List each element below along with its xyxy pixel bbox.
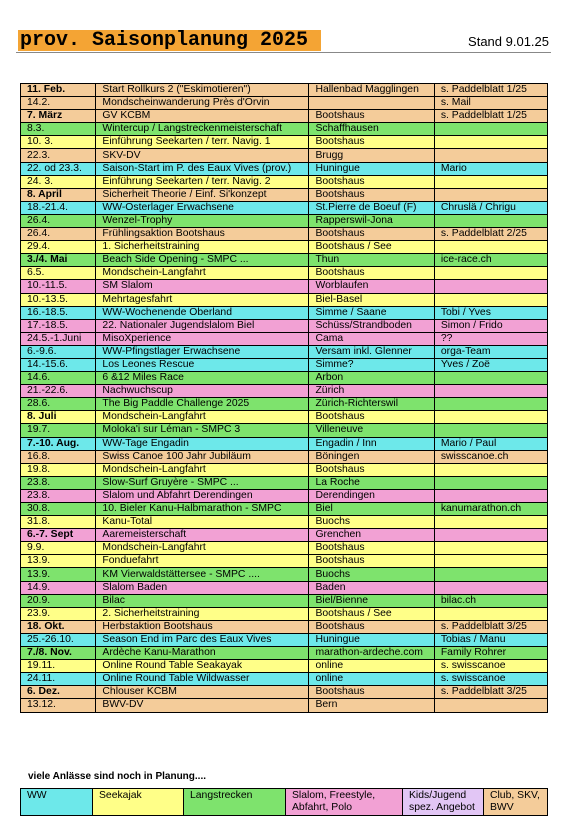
- info-cell: swisscanoe.ch: [434, 450, 547, 463]
- header-divider: [16, 52, 551, 53]
- info-cell: [434, 267, 547, 280]
- event-cell: Moloka'i sur Léman - SMPC 3: [96, 424, 309, 437]
- table-row: [21, 633, 548, 646]
- table-row: [21, 358, 548, 371]
- table-row: [21, 123, 548, 136]
- location-cell: Bootshaus: [309, 411, 434, 424]
- event-cell: Start Rollkurs 2 ("Eskimotieren"): [96, 84, 309, 97]
- date-cell: 6.-7. Sept: [21, 529, 96, 542]
- location-cell: Engadin / Inn: [309, 437, 434, 450]
- location-cell: Bootshaus: [309, 463, 434, 476]
- event-cell: Mondscheinwanderung Près d'Orvin: [96, 97, 309, 110]
- table-row: [21, 476, 548, 489]
- location-cell: Rapperswil-Jona: [309, 214, 434, 227]
- event-cell: Slow-Surf Gruyère - SMPC ...: [96, 476, 309, 489]
- table-row: [21, 254, 548, 267]
- location-cell: Zürich: [309, 385, 434, 398]
- date-cell: 11. Feb.: [21, 84, 96, 97]
- info-cell: [434, 529, 547, 542]
- event-cell: WW-Wochenende Oberland: [96, 306, 309, 319]
- location-cell: Thun: [309, 254, 434, 267]
- location-cell: Biel: [309, 503, 434, 516]
- date-cell: 23.8.: [21, 489, 96, 502]
- location-cell: Bootshaus / See: [309, 607, 434, 620]
- table-row: [21, 201, 548, 214]
- date-cell: 14.9.: [21, 581, 96, 594]
- info-cell: s. swisscanoe: [434, 660, 547, 673]
- location-cell: Bootshaus: [309, 175, 434, 188]
- info-cell: Yves / Zoë: [434, 358, 547, 371]
- info-cell: [434, 241, 547, 254]
- date-cell: 25.-26.10.: [21, 633, 96, 646]
- event-cell: Slalom Baden: [96, 581, 309, 594]
- event-cell: Slalom und Abfahrt Derendingen: [96, 489, 309, 502]
- date-cell: 17.-18.5.: [21, 319, 96, 332]
- date-cell: 6. Dez.: [21, 686, 96, 699]
- info-cell: Simon / Frido: [434, 319, 547, 332]
- date-cell: 16.8.: [21, 450, 96, 463]
- table-row: [21, 516, 548, 529]
- legend-kids: Kids/Jugend spez. Angebot: [403, 789, 484, 816]
- table-row: [21, 162, 548, 175]
- date-cell: 7./8. Nov.: [21, 647, 96, 660]
- table-row: [21, 568, 548, 581]
- date-cell: 14.6.: [21, 372, 96, 385]
- location-cell: Bootshaus: [309, 620, 434, 633]
- location-cell: Bootshaus: [309, 136, 434, 149]
- table-row: [21, 411, 548, 424]
- date-cell: 19.7.: [21, 424, 96, 437]
- table-row: [21, 332, 548, 345]
- location-cell: Cama: [309, 332, 434, 345]
- location-cell: Bootshaus: [309, 686, 434, 699]
- location-cell: Bootshaus: [309, 542, 434, 555]
- table-row: [21, 175, 548, 188]
- date-cell: 24.5.-1.Juni: [21, 332, 96, 345]
- info-cell: [434, 555, 547, 568]
- table-row: [21, 424, 548, 437]
- info-cell: s. Mail: [434, 97, 547, 110]
- table-row: [21, 84, 548, 97]
- event-cell: Season End im Parc des Eaux Vives: [96, 633, 309, 646]
- event-cell: 1. Sicherheitstraining: [96, 241, 309, 254]
- info-cell: [434, 489, 547, 502]
- event-cell: 22. Nationaler Jugendslalom Biel: [96, 319, 309, 332]
- info-cell: Chruslä / Chrigu: [434, 201, 547, 214]
- legend-club: Club, SKV, BWV: [484, 789, 548, 816]
- info-cell: [434, 385, 547, 398]
- info-cell: [434, 175, 547, 188]
- table-row: [21, 97, 548, 110]
- info-cell: [434, 214, 547, 227]
- date-cell: 6.-9.6.: [21, 345, 96, 358]
- event-cell: Chlouser KCBM: [96, 686, 309, 699]
- date-cell: 20.9.: [21, 594, 96, 607]
- stand-date: Stand 9.01.25: [468, 34, 549, 49]
- event-cell: Einführung Seekarten / terr. Navig. 1: [96, 136, 309, 149]
- date-cell: 31.8.: [21, 516, 96, 529]
- location-cell: Bootshaus: [309, 267, 434, 280]
- info-cell: [434, 372, 547, 385]
- legend-ww: WW: [21, 789, 93, 816]
- location-cell: Simme?: [309, 358, 434, 371]
- date-cell: 6.5.: [21, 267, 96, 280]
- date-cell: 23.9.: [21, 607, 96, 620]
- info-cell: [434, 293, 547, 306]
- table-row: [21, 607, 548, 620]
- table-row: [21, 581, 548, 594]
- location-cell: Schaffhausen: [309, 123, 434, 136]
- table-row: [21, 188, 548, 201]
- schedule-table: [20, 83, 548, 713]
- info-cell: ice-race.ch: [434, 254, 547, 267]
- event-cell: Fonduefahrt: [96, 555, 309, 568]
- event-cell: SM Slalom: [96, 280, 309, 293]
- date-cell: 18. Okt.: [21, 620, 96, 633]
- table-row: [21, 529, 548, 542]
- legend-row: [21, 789, 548, 816]
- table-row: [21, 686, 548, 699]
- event-cell: Wenzel-Trophy: [96, 214, 309, 227]
- table-row: [21, 136, 548, 149]
- event-cell: WW-Tage Engadin: [96, 437, 309, 450]
- info-cell: [434, 516, 547, 529]
- event-cell: Einführung Seekarten / terr. Navig. 2: [96, 175, 309, 188]
- info-cell: s. Paddelblatt 1/25: [434, 110, 547, 123]
- info-cell: [434, 188, 547, 201]
- location-cell: Buochs: [309, 516, 434, 529]
- date-cell: 9.9.: [21, 542, 96, 555]
- date-cell: 22.3.: [21, 149, 96, 162]
- date-cell: 13.9.: [21, 555, 96, 568]
- event-cell: MisoXperience: [96, 332, 309, 345]
- event-cell: Nachwuchscup: [96, 385, 309, 398]
- info-cell: [434, 424, 547, 437]
- info-cell: Mario / Paul: [434, 437, 547, 450]
- info-cell: [434, 607, 547, 620]
- table-row: [21, 620, 548, 633]
- event-cell: 10. Bieler Kanu-Halbmarathon - SMPC: [96, 503, 309, 516]
- table-row: [21, 280, 548, 293]
- event-cell: The Big Paddle Challenge 2025: [96, 398, 309, 411]
- date-cell: 24. 3.: [21, 175, 96, 188]
- table-row: [21, 345, 548, 358]
- location-cell: Böningen: [309, 450, 434, 463]
- info-cell: [434, 476, 547, 489]
- date-cell: 21.-22.6.: [21, 385, 96, 398]
- location-cell: Derendingen: [309, 489, 434, 502]
- info-cell: [434, 581, 547, 594]
- date-cell: 22. od 23.3.: [21, 162, 96, 175]
- location-cell: St.Pierre de Boeuf (F): [309, 201, 434, 214]
- info-cell: [434, 463, 547, 476]
- info-cell: bilac.ch: [434, 594, 547, 607]
- event-cell: BWV-DV: [96, 699, 309, 712]
- date-cell: 10.-13.5.: [21, 293, 96, 306]
- table-row: [21, 555, 548, 568]
- date-cell: 14.-15.6.: [21, 358, 96, 371]
- table-row: [21, 450, 548, 463]
- location-cell: Bootshaus: [309, 228, 434, 241]
- date-cell: 8.3.: [21, 123, 96, 136]
- event-cell: Mondschein-Langfahrt: [96, 463, 309, 476]
- date-cell: 14.2.: [21, 97, 96, 110]
- table-row: [21, 214, 548, 227]
- info-cell: Tobias / Manu: [434, 633, 547, 646]
- table-row: [21, 149, 548, 162]
- date-cell: 26.4.: [21, 214, 96, 227]
- info-cell: kanumarathon.ch: [434, 503, 547, 516]
- location-cell: Baden: [309, 581, 434, 594]
- table-row: [21, 306, 548, 319]
- location-cell: online: [309, 673, 434, 686]
- table-row: [21, 293, 548, 306]
- table-row: [21, 594, 548, 607]
- table-row: [21, 267, 548, 280]
- event-cell: Los Leones Rescue: [96, 358, 309, 371]
- info-cell: s. Paddelblatt 2/25: [434, 228, 547, 241]
- date-cell: 8. April: [21, 188, 96, 201]
- location-cell: Worblaufen: [309, 280, 434, 293]
- info-cell: [434, 699, 547, 712]
- location-cell: Villeneuve: [309, 424, 434, 437]
- location-cell: La Roche: [309, 476, 434, 489]
- location-cell: Huningue: [309, 633, 434, 646]
- location-cell: Biel-Basel: [309, 293, 434, 306]
- location-cell: Brugg: [309, 149, 434, 162]
- location-cell: Bootshaus: [309, 555, 434, 568]
- event-cell: Aaremeisterschaft: [96, 529, 309, 542]
- date-cell: 13.9.: [21, 568, 96, 581]
- table-row: [21, 660, 548, 673]
- info-cell: s. swisscanoe: [434, 673, 547, 686]
- event-cell: GV KCBM: [96, 110, 309, 123]
- info-cell: [434, 411, 547, 424]
- location-cell: Bootshaus / See: [309, 241, 434, 254]
- location-cell: Buochs: [309, 568, 434, 581]
- event-cell: Online Round Table Seakayak: [96, 660, 309, 673]
- location-cell: Bern: [309, 699, 434, 712]
- location-cell: Bootshaus: [309, 110, 434, 123]
- event-cell: WW-Pfingstlager Erwachsene: [96, 345, 309, 358]
- date-cell: 19.11.: [21, 660, 96, 673]
- info-cell: [434, 123, 547, 136]
- table-row: [21, 437, 548, 450]
- planning-note: viele Anlässe sind noch in Planung....: [28, 771, 207, 782]
- event-cell: Sicherheit Theorie / Einf. Si'konzept: [96, 188, 309, 201]
- info-cell: [434, 542, 547, 555]
- date-cell: 26.4.: [21, 228, 96, 241]
- event-cell: Beach Side Opening - SMPC ...: [96, 254, 309, 267]
- color-legend: [20, 788, 548, 816]
- schedule-body: [21, 84, 548, 713]
- date-cell: 7.-10. Aug.: [21, 437, 96, 450]
- table-row: [21, 503, 548, 516]
- legend-langstrecken: Langstrecken: [184, 789, 286, 816]
- event-cell: Ardèche Kanu-Marathon: [96, 647, 309, 660]
- table-row: [21, 673, 548, 686]
- info-cell: s. Paddelblatt 3/25: [434, 620, 547, 633]
- location-cell: Simme / Saane: [309, 306, 434, 319]
- event-cell: Bilac: [96, 594, 309, 607]
- event-cell: KM Vierwaldstättersee - SMPC ....: [96, 568, 309, 581]
- info-cell: ??: [434, 332, 547, 345]
- table-row: [21, 542, 548, 555]
- info-cell: [434, 149, 547, 162]
- page-title: prov. Saisonplanung 2025: [18, 30, 321, 51]
- event-cell: Herbstaktion Bootshaus: [96, 620, 309, 633]
- table-row: [21, 110, 548, 123]
- date-cell: 29.4.: [21, 241, 96, 254]
- legend-seekajak: Seekajak: [93, 789, 184, 816]
- event-cell: 2. Sicherheitstraining: [96, 607, 309, 620]
- event-cell: SKV-DV: [96, 149, 309, 162]
- event-cell: Online Round Table Wildwasser: [96, 673, 309, 686]
- location-cell: Zürich-Richterswil: [309, 398, 434, 411]
- location-cell: Huningue: [309, 162, 434, 175]
- event-cell: Frühlingsaktion Bootshaus: [96, 228, 309, 241]
- info-cell: Mario: [434, 162, 547, 175]
- table-row: [21, 489, 548, 502]
- location-cell: Hallenbad Magglingen: [309, 84, 434, 97]
- info-cell: [434, 398, 547, 411]
- event-cell: Mehrtagesfahrt: [96, 293, 309, 306]
- event-cell: Swiss Canoe 100 Jahr Jubiläum: [96, 450, 309, 463]
- location-cell: Versam inkl. Glenner: [309, 345, 434, 358]
- info-cell: s. Paddelblatt 3/25: [434, 686, 547, 699]
- info-cell: s. Paddelblatt 1/25: [434, 84, 547, 97]
- event-cell: Mondschein-Langfahrt: [96, 267, 309, 280]
- info-cell: Tobi / Yves: [434, 306, 547, 319]
- date-cell: 24.11.: [21, 673, 96, 686]
- location-cell: [309, 97, 434, 110]
- event-cell: Saison-Start im P. des Eaux Vives (prov.): [96, 162, 309, 175]
- date-cell: 23.8.: [21, 476, 96, 489]
- table-row: [21, 372, 548, 385]
- date-cell: 10. 3.: [21, 136, 96, 149]
- info-cell: [434, 568, 547, 581]
- date-cell: 7. März: [21, 110, 96, 123]
- legend-slalom: Slalom, Freestyle, Abfahrt, Polo: [286, 789, 403, 816]
- location-cell: Grenchen: [309, 529, 434, 542]
- table-row: [21, 319, 548, 332]
- table-row: [21, 647, 548, 660]
- date-cell: 16.-18.5.: [21, 306, 96, 319]
- date-cell: 28.6.: [21, 398, 96, 411]
- location-cell: online: [309, 660, 434, 673]
- location-cell: Schüss/Strandboden: [309, 319, 434, 332]
- event-cell: 6 &12 Miles Race: [96, 372, 309, 385]
- date-cell: 8. Juli: [21, 411, 96, 424]
- info-cell: [434, 280, 547, 293]
- date-cell: 13.12.: [21, 699, 96, 712]
- table-row: [21, 463, 548, 476]
- date-cell: 30.8.: [21, 503, 96, 516]
- date-cell: 10.-11.5.: [21, 280, 96, 293]
- location-cell: Biel/Bienne: [309, 594, 434, 607]
- event-cell: Wintercup / Langstreckenmeisterschaft: [96, 123, 309, 136]
- date-cell: 18.-21.4.: [21, 201, 96, 214]
- table-row: [21, 385, 548, 398]
- table-row: [21, 228, 548, 241]
- date-cell: 19.8.: [21, 463, 96, 476]
- table-row: [21, 398, 548, 411]
- info-cell: Family Rohrer: [434, 647, 547, 660]
- event-cell: Mondschein-Langfahrt: [96, 411, 309, 424]
- location-cell: Bootshaus: [309, 188, 434, 201]
- info-cell: orga-Team: [434, 345, 547, 358]
- event-cell: WW-Osterlager Erwachsene: [96, 201, 309, 214]
- location-cell: Arbon: [309, 372, 434, 385]
- table-row: [21, 699, 548, 712]
- event-cell: Mondschein-Langfahrt: [96, 542, 309, 555]
- info-cell: [434, 136, 547, 149]
- event-cell: Kanu-Total: [96, 516, 309, 529]
- table-row: [21, 241, 548, 254]
- location-cell: marathon-ardeche.com: [309, 647, 434, 660]
- date-cell: 3./4. Mai: [21, 254, 96, 267]
